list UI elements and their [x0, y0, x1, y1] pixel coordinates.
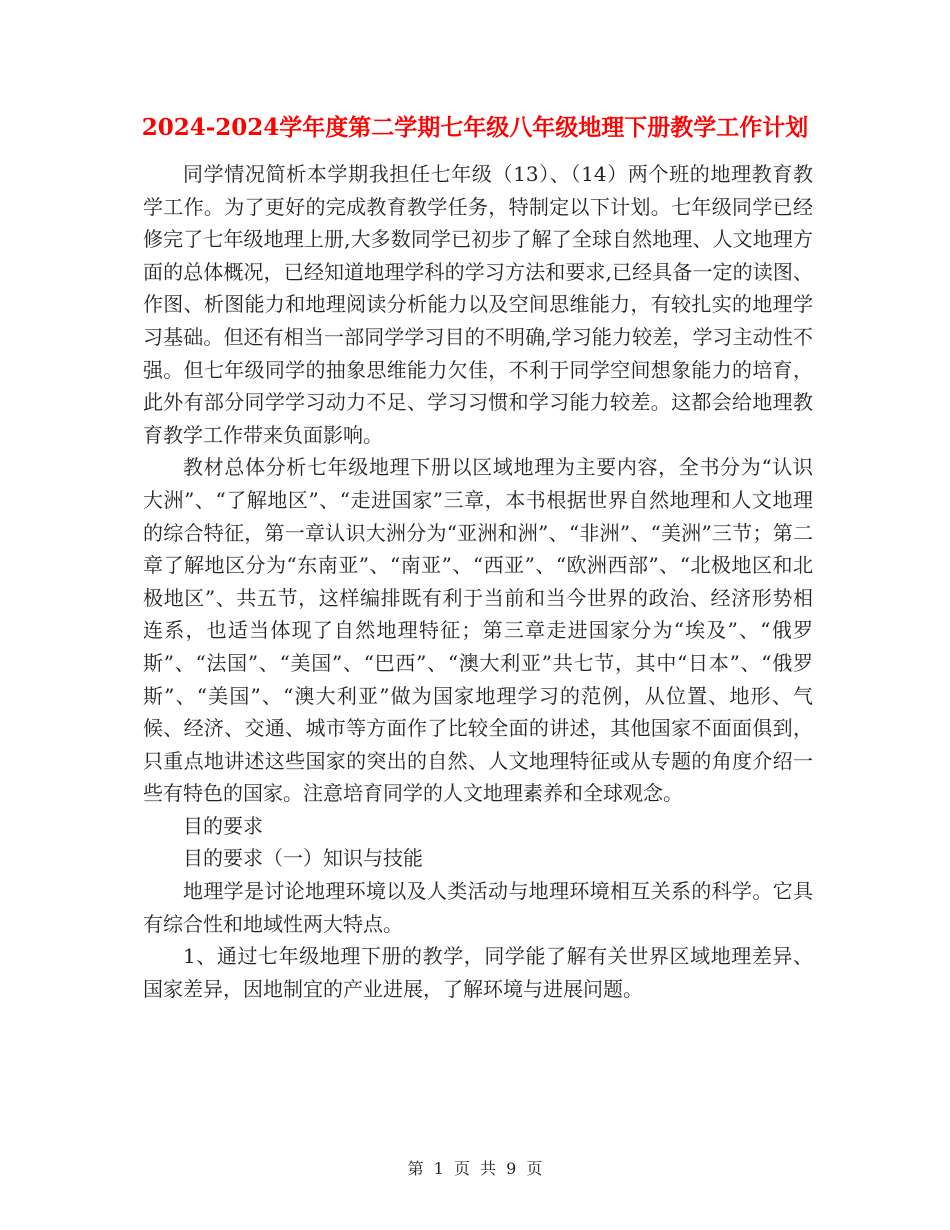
document-body: [143, 158, 813, 1005]
paragraph-goals-knowledge: 目的要求（一）知识与技能: [183, 846, 423, 871]
paragraph-textbook-analysis: 教材总体分析七年级地理下册以区域地理为主要内容，全书分为“认识大洲”、“了解地区”、“走进国家”三章，本书根据世界自然地理和人文地理的综合特征，第一章认识大洲分为“亚洲和洲”、“非洲”、“美洲”三节；第二章了解地区分为“东南亚”、“南亚”、“西亚”、“欧洲西部”、“北极地区和北极地区”、共五节，这样编排既有利于当前和当今世界的政治、经济形势相连系，也适当体现了自然地理特征；第三章走进国家分为“埃及”、“俄罗斯”、“法国”、“美国”、“巴西”、“澳大利亚”共七节，其中“日本”、“俄罗斯”、“美国”、“澳大利亚”做为国家地理学习的范例，从位置、地形、气候、经济、交通、城市等方面作了比较全面的讲述，其他国家不面面俱到，只重点地讲述这些国家的突出的自然、人文地理特征或从专题的角度介绍一些有特色的国家。注意培育同学的人文地理素养和全球观念。: [143, 455, 813, 806]
paragraph-geography-definition: 地理学是讨论地理环境以及人类活动与地理环境相互关系的科学。它具有综合性和地域性两大特点。: [143, 879, 813, 936]
paragraph-goals-heading: 目的要求: [183, 813, 263, 838]
page-footer: 第 1 页 共 9 页: [407, 1159, 543, 1178]
paragraph-student-analysis: 同学情况简析本学期我担任七年级（13）、（14）两个班的地理教育教学工作。为了更好的完成教育教学任务，特制定以下计划。七年级同学已经修完了七年级地理上册,大多数同学已初步了解了全球自然地理、人文地理方面的总体概况，已经知道地理学科的学习方法和要求,已经具备一定的读图、作图、析图能力和地理阅读分析能力以及空间思维能力，有较扎实的地理学习基础。但还有相当一部同学学习目的不明确,学习能力较差，学习主动性不强。但七年级同学的抽象思维能力欠佳，不利于同学空间想象能力的培育，此外有部分同学学习动力不足、学习习惯和学习能力较差。这都会给地理教育教学工作带来负面影响。: [143, 162, 813, 447]
document-title: 2024-2024学年度第二学期七年级八年级地理下册教学工作计划: [141, 114, 809, 141]
paragraph-goal-1: 1、通过七年级地理下册的教学，同学能了解有关世界区域地理差异、国家差异，因地制宜的产业进展，了解环境与进展问题。: [143, 944, 813, 1001]
